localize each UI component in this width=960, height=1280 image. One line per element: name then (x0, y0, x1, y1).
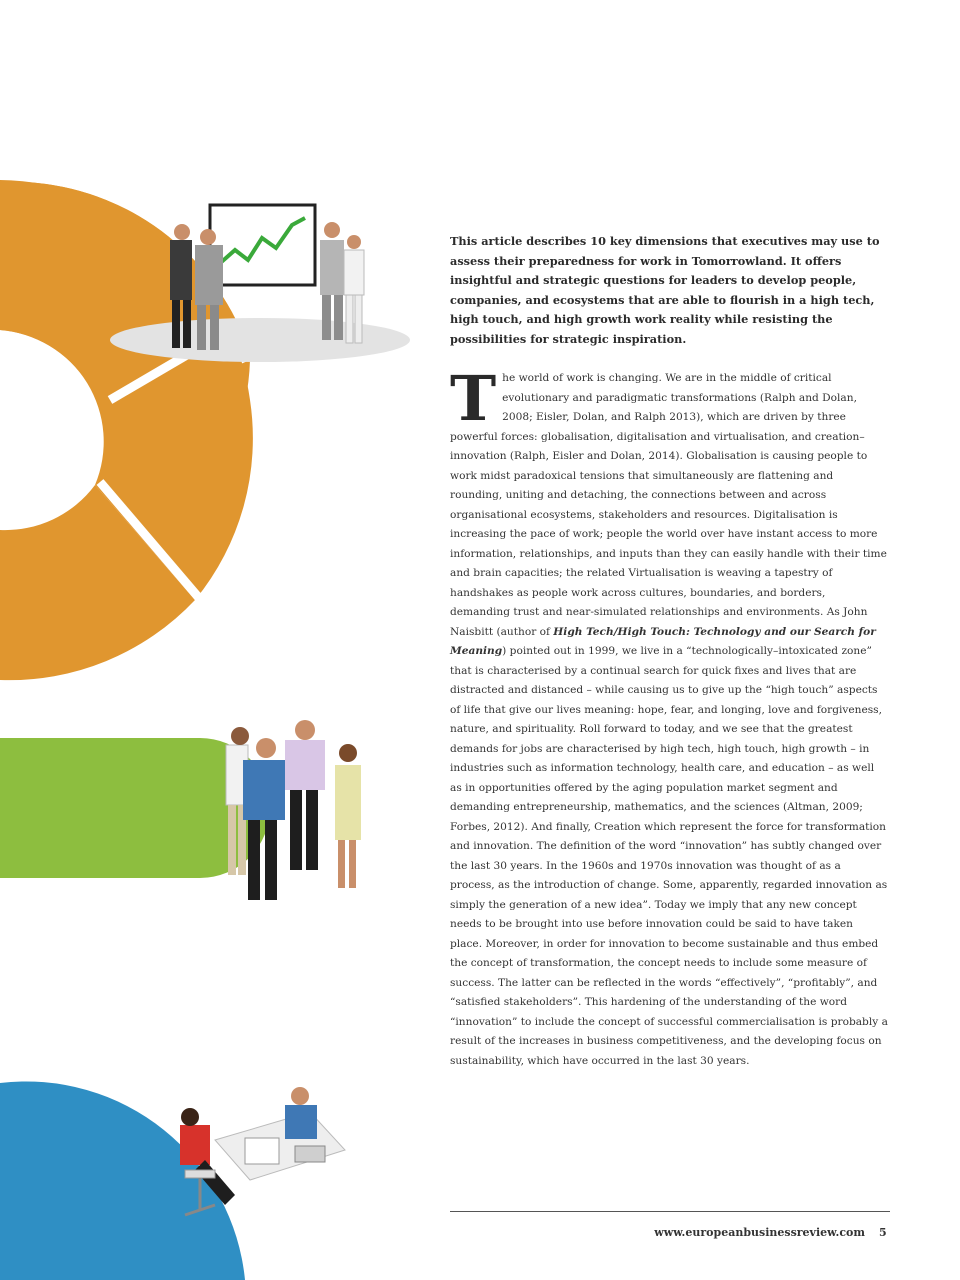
intro-summary: This article describes 10 key dimensions that executives may use to assess their preparedness for work in Tomorrowland. It offers insightful and strategic questions for leaders to develop people, companies, and ecosystems that are able to flourish in a high tech, high touch, and high growth work reality while resisting the possibilities for strategic inspiration. (450, 234, 880, 346)
article-paragraph-part-2: ) pointed out in 1999, we live in a “technologically–intoxicated zone” that is characterised by a continual search for quick fixes and lives that are distracted and distanced – while causing us to give up the “high touch” aspects of life that give our lives meaning: hope, fear, and longing, love and forgiveness, nature, and spirituality. Roll forward to today, and we see that the greatest demands for jobs are characterised by high tech, high touch, high growth – in industries such as information technology, health care, and education – as well as in opportunities offered by the aging population market segment and demanding entrepreneurship, mathematics, and the sciences (Altman, 2009; Forbes, 2012). And finally, Creation which represent the force for transformation and innovation. The definition of the word “innovation” has subtly changed over the last 30 years. In the 1960s and 1970s innovation was thought of as a process, as the introduction of change. Some, apparently, regarded innovation as simply the generation of a new idea”. Today we imply that any new concept needs to be brought into use before innovation could be said to have taken place. Moreover, in order for innovation to become sustainable and thus embed the concept of transformation, the concept needs to include some measure of success. The latter can be reflected in the words “effectively”, “profitably”, and “satisfied stakeholders”. This hardening of the understanding of the word “innovation” to include the concept of successful commercialisation is probably a result of the increases in business competitiveness, and the developing focus on sustainability, which have occurred in the last 30 years. (450, 645, 888, 1067)
book-title: High Tech/High Touch: Technology and our Search for Meaning (450, 625, 876, 657)
team-conversation-illustration (226, 720, 361, 900)
article-body (450, 362, 888, 1071)
page-number: 5 (879, 1226, 887, 1239)
footer-website: www.europeanbusinessreview.com (654, 1226, 865, 1239)
footer-divider (450, 1211, 890, 1212)
article-paragraph-part-1: he world of work is changing. We are in the middle of critical evolutionary and paradigmatic transformations (Ralph and Dolan, 2008; Eisler, Dolan, and Ralph 2013), which are driven by three powerful forces: globalisation, digitalisation and virtualisation, and creation–innovation (Ralph, Eisler and Dolan, 2014). Globalisation is causing people to work midst paradoxical tensions that simultaneously are flattening and rounding, uniting and detaching, the connections between and across organisational ecosystems, stakeholders and resources. Digitalisation is increasing the pace of work; people the world over have instant access to more information, relationships, and inputs than they can easily handle with their time and brain capacities; the related Virtualisation is weaving a tapestry of handshakes as people work across cultures, boundaries, and borders, demanding trust and near-simulated relationships and environments. As John Naisbitt (author of (450, 372, 887, 638)
drop-cap: T (450, 362, 497, 435)
